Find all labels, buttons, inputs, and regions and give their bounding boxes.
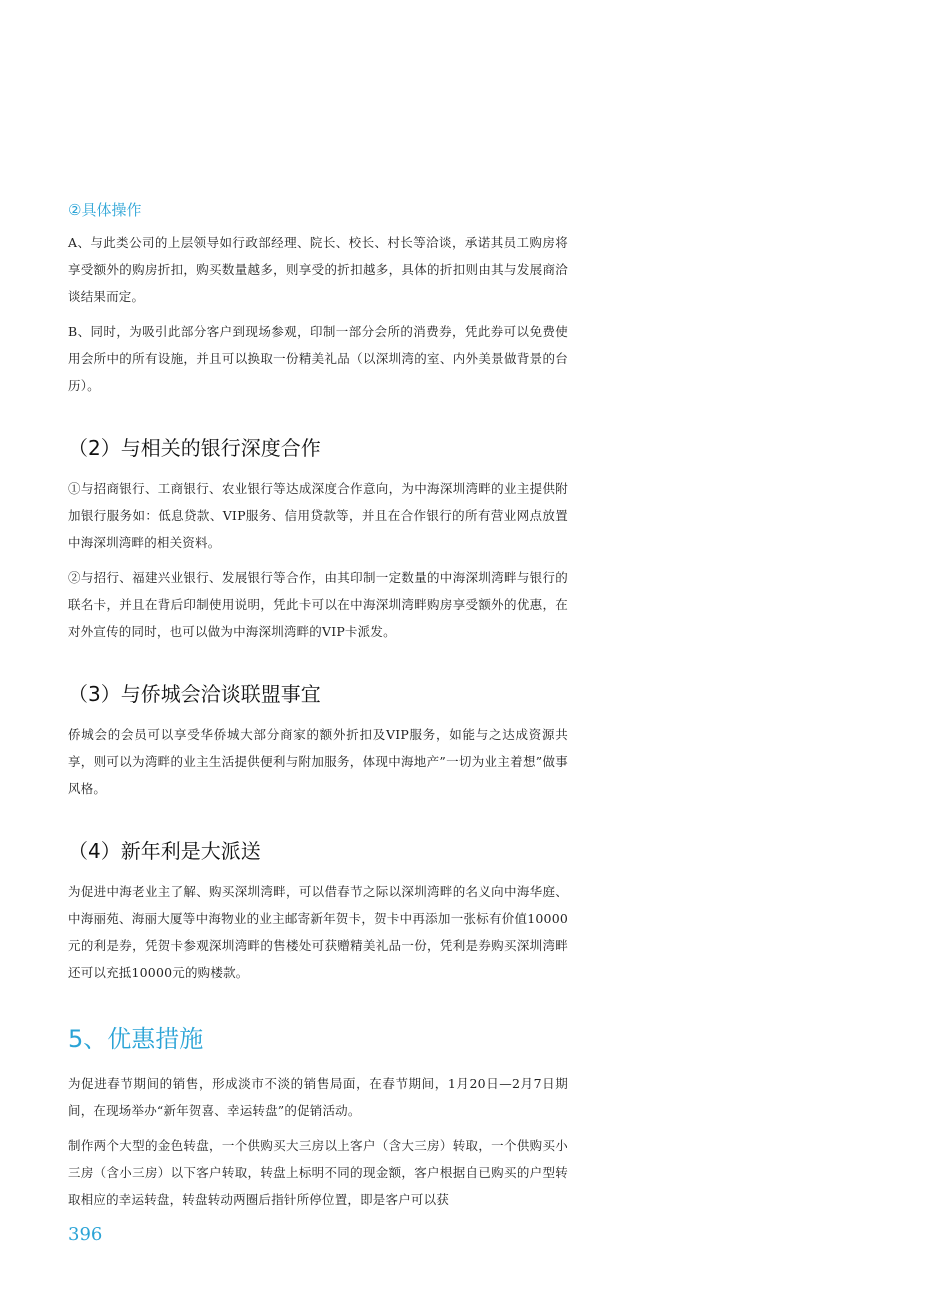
section-heading-qiaocheng-alliance: （3）与侨城会洽谈联盟事宜 [68, 682, 321, 706]
paragraph: 为促进春节期间的销售，形成淡市不淡的销售局面，在春节期间，1月20日—2月7日期间，在现场举办“新年贺喜、幸运转盘”的促销活动。 [68, 1076, 568, 1118]
paragraph: ①与招商银行、工商银行、农业银行等达成深度合作意向，为中海深圳湾畔的业主提供附加银行服务如：低息贷款、VIP服务、信用贷款等，并且在合作银行的所有营业网点放置中海深圳湾畔的相关资料。 [68, 481, 568, 550]
chapter-heading-discount-measures: 5、优惠措施 [68, 1025, 204, 1053]
sub-heading-specific-operations: ②具体操作 [68, 201, 142, 219]
paragraph: 侨城会的会员可以享受华侨城大部分商家的额外折扣及VIP服务，如能与之达成资源共享，则可以为湾畔的业主生活提供便利与附加服务，体现中海地产”一切为业主着想”做事风格。 [68, 727, 568, 796]
page-number: 396 [68, 1224, 103, 1245]
paragraph: 制作两个大型的金色转盘，一个供购买大三房以上客户（含大三房）转取，一个供购买小三房（含小三房）以下客户转取，转盘上标明不同的现金额，客户根据自已购买的户型转取相应的幸运转盘，转盘转动两圈后指针所停位置，即是客户可以获 [68, 1138, 568, 1207]
paragraph: B、同时，为吸引此部分客户到现场参观，印制一部分会所的消费券，凭此券可以免费使用会所中的所有设施，并且可以换取一份精美礼品（以深圳湾的室、内外美景做背景的台历）。 [68, 324, 568, 393]
section-heading-new-year-lishi: （4）新年利是大派送 [68, 839, 261, 863]
paragraph: ②与招行、福建兴业银行、发展银行等合作，由其印制一定数量的中海深圳湾畔与银行的联名卡，并且在背后印制使用说明，凭此卡可以在中海深圳湾畔购房享受额外的优惠，在对外宣传的同时，也可以做为中海深圳湾畔的VIP卡派发。 [68, 570, 568, 639]
paragraph: 为促进中海老业主了解、购买深圳湾畔，可以借春节之际以深圳湾畔的名义向中海华庭、中海丽苑、海丽大厦等中海物业的业主邮寄新年贺卡，贺卡中再添加一张标有价值10000元的利是券，凭贺卡参观深圳湾畔的售楼处可获赠精美礼品一份，凭利是券购买深圳湾畔还可以充抵10000元的购楼款。 [68, 884, 568, 980]
paragraph: A、与此类公司的上层领导如行政部经理、院长、校长、村长等洽谈，承诺其员工购房将享受额外的购房折扣，购买数量越多，则享受的折扣越多，具体的折扣则由其与发展商洽谈结果而定。 [68, 235, 568, 304]
section-heading-bank-cooperation: （2）与相关的银行深度合作 [68, 436, 321, 460]
page-content [68, 199, 568, 1221]
